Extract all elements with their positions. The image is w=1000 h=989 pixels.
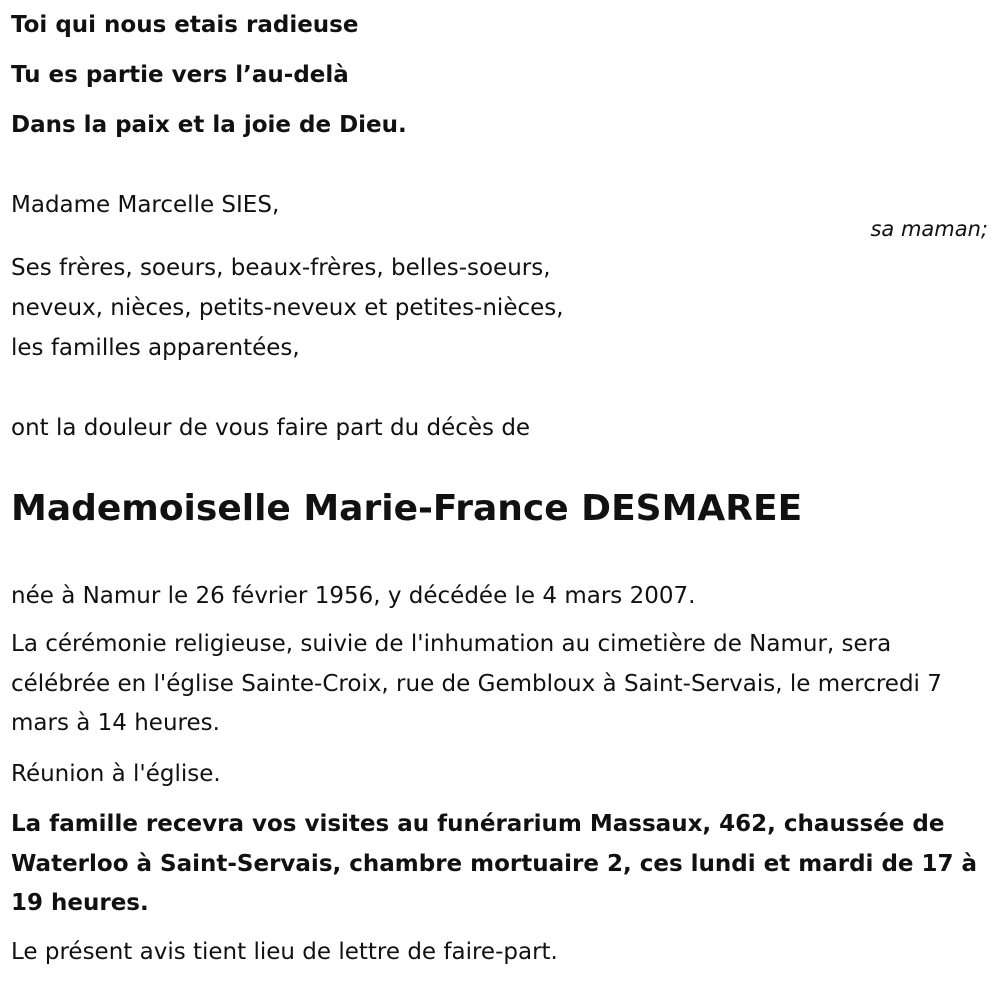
- visits-text: La famille recevra vos visites au funérarium Massaux, 462, chaussée de Waterloo à Saint-Servais, chambre mortuaire 2, ces lundi et mardi de 17 à 19 heures.: [11, 811, 978, 916]
- deceased-name: Mademoiselle Marie-France DESMAREE: [11, 488, 803, 529]
- siblings-line-3: les familles apparentées,: [11, 335, 300, 361]
- birth-death-text: née à Namur le 26 février 1956, y décédée le 4 mars 2007.: [11, 583, 696, 609]
- mother-relation: sa maman;: [870, 217, 988, 241]
- meeting-text: Réunion à l'église.: [11, 761, 221, 787]
- siblings-line-1: Ses frères, soeurs, beaux-frères, belles-soeurs,: [11, 255, 551, 281]
- poem-line-3: Dans la paix et la joie de Dieu.: [11, 112, 407, 138]
- poem-line-2: Tu es partie vers l’au-delà: [11, 62, 349, 88]
- poem-line-1: Toi qui nous etais radieuse: [11, 12, 359, 38]
- ceremony-text: La cérémonie religieuse, suivie de l'inhumation au cimetière de Namur, sera célébrée en l'église Sainte-Croix, rue de Gembloux à Saint-Servais, le mercredi 7 mars à 14 heures.: [11, 631, 942, 736]
- closing-text: Le présent avis tient lieu de lettre de faire-part.: [11, 939, 558, 965]
- mother-name: Madame Marcelle SIES,: [11, 192, 280, 218]
- announcement-text: ont la douleur de vous faire part du décès de: [11, 415, 531, 441]
- siblings-line-2: neveux, nièces, petits-neveux et petites-nièces,: [11, 295, 564, 321]
